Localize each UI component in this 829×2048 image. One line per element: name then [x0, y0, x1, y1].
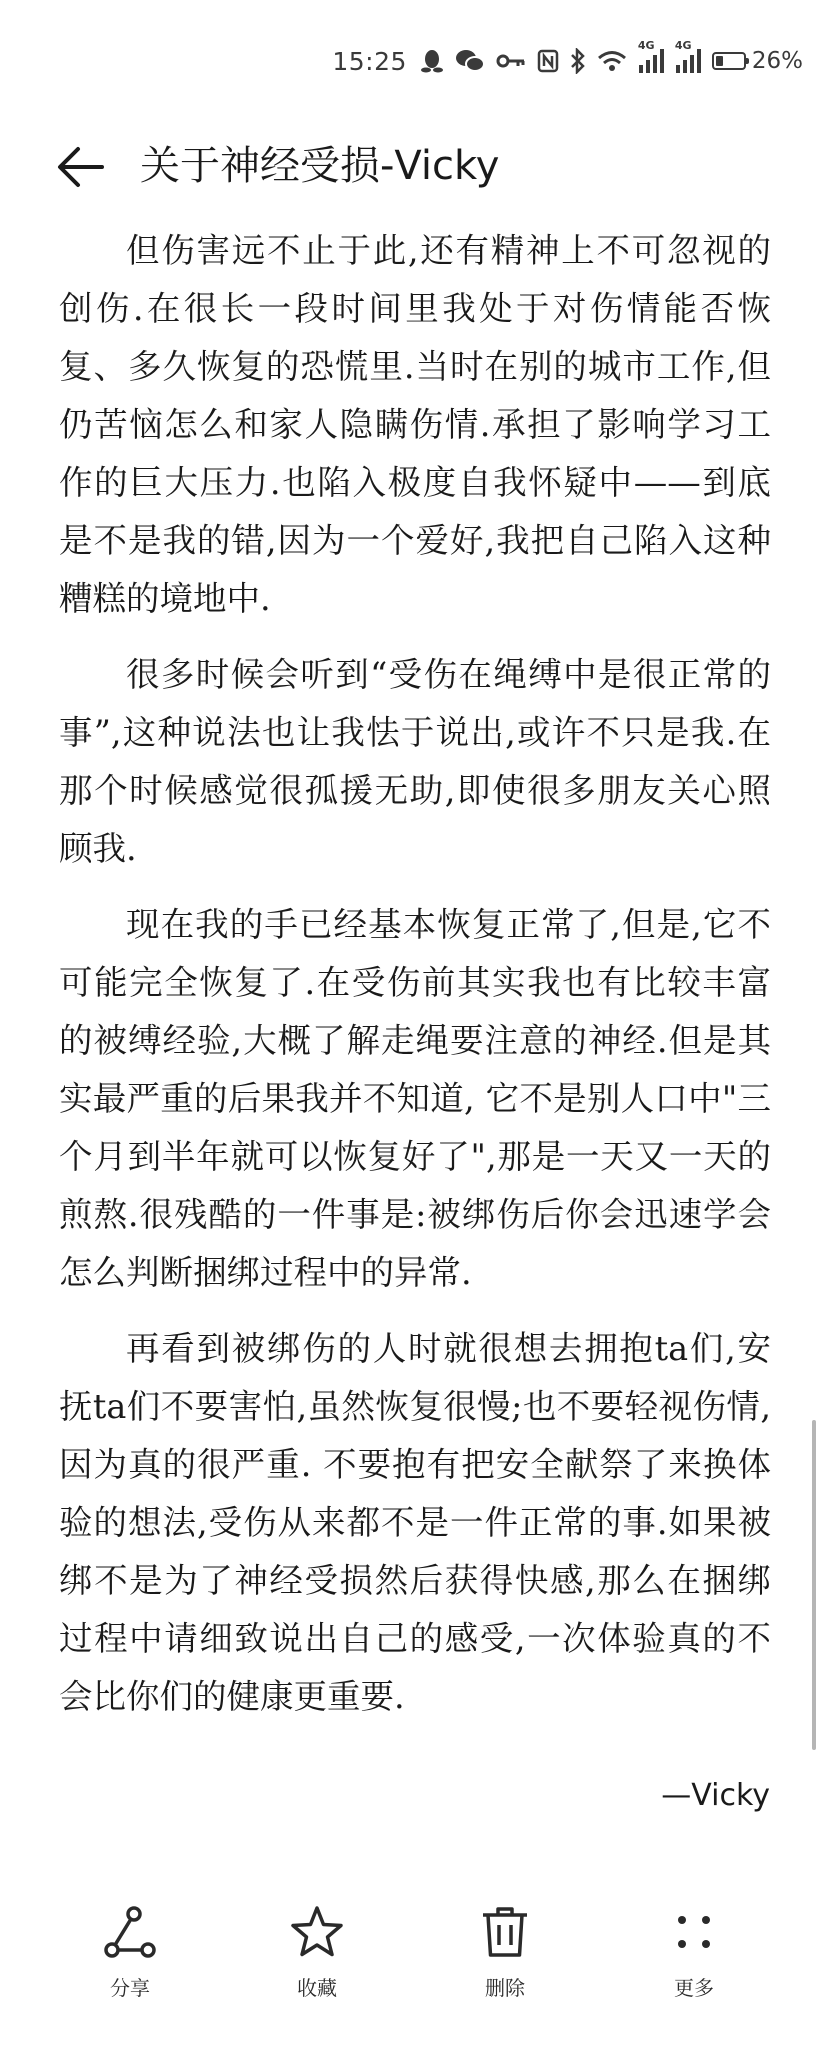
- page-title: 关于神经受损-Vicky: [140, 143, 500, 189]
- more-label: 更多: [674, 1976, 714, 2000]
- delete-label: 删除: [485, 1976, 525, 2000]
- battery-percent: 26%: [751, 48, 803, 74]
- battery-icon: [712, 52, 746, 70]
- back-button[interactable]: [56, 144, 106, 190]
- battery-fill: [716, 56, 723, 66]
- signature: —Vicky: [661, 1778, 770, 1813]
- scrollbar[interactable]: [812, 1420, 816, 1750]
- network-label-2: 4G: [674, 39, 692, 52]
- share-button[interactable]: [60, 1904, 200, 2014]
- back-arrow-icon: [56, 144, 106, 190]
- favorite-label: 收藏: [297, 1976, 337, 2000]
- nfc-icon: [537, 49, 559, 73]
- wifi-icon: [597, 49, 627, 73]
- status-icons: [332, 39, 803, 78]
- app-header: [0, 126, 829, 206]
- star-icon: [290, 1905, 344, 1959]
- status-bar: [0, 0, 829, 126]
- network-label-1: 4G: [637, 39, 655, 52]
- more-dots-icon: [674, 1912, 714, 1952]
- signal-1: [637, 39, 664, 73]
- signal-icon: [675, 49, 701, 73]
- key-icon: [496, 51, 526, 71]
- battery: [712, 48, 803, 74]
- favorite-button[interactable]: [247, 1904, 387, 2014]
- qq-icon: [420, 48, 444, 74]
- bottom-toolbar: [0, 1904, 829, 2024]
- delete-button[interactable]: [435, 1904, 575, 2014]
- status-time: 15:25: [332, 46, 407, 76]
- signal-icon: [638, 49, 664, 73]
- paragraph: 很多时候会听到“受伤在绳缚中是很正常的事”,这种说法也让我怯于说出,或许不只是我.在那个时候感觉很孤援无助,即使很多朋友关心照顾我.: [59, 655, 771, 868]
- more-button[interactable]: [624, 1904, 764, 2014]
- paragraph: 再看到被绑伤的人时就很想去拥抱ta们,安抚ta们不要害怕,虽然恢复很慢;也不要轻视伤情,因为真的很严重. 不要抱有把安全献祭了来换体验的想法,受伤从来都不是一件正常的事.如果被绑不是为了神经受损然后获得快感,那么在捆绑过程中请细致说出自己的感受,一次体验真的不会比你们的健康更重要.: [59, 1329, 771, 1716]
- share-label: 分享: [110, 1976, 150, 2000]
- trash-icon: [480, 1905, 530, 1959]
- note-body[interactable]: [59, 222, 771, 1744]
- share-icon: [104, 1906, 156, 1958]
- wechat-icon: [455, 48, 485, 74]
- paragraph: 现在我的手已经基本恢复正常了,但是,它不可能完全恢复了.在受伤前其实我也有比较丰富的被缚经验,大概了解走绳要注意的神经.但是其实最严重的后果我并不知道, 它不是别人口中"三个月到半年就可以恢复好了",那是一天又一天的煎熬.很残酷的一件事是:被绑伤后你会迅速学会怎么判断捆绑过程中的异常.: [59, 905, 771, 1292]
- paragraph: 但伤害远不止于此,还有精神上不可忽视的创伤.在很长一段时间里我处于对伤情能否恢复、多久恢复的恐慌里.当时在别的城市工作,但仍苦恼怎么和家人隐瞒伤情.承担了影响学习工作的巨大压力.也陷入极度自我怀疑中——到底是不是我的错,因为一个爱好,我把自己陷入这种糟糕的境地中.: [59, 231, 771, 618]
- signal-2: [674, 39, 701, 73]
- bluetooth-icon: [570, 48, 586, 74]
